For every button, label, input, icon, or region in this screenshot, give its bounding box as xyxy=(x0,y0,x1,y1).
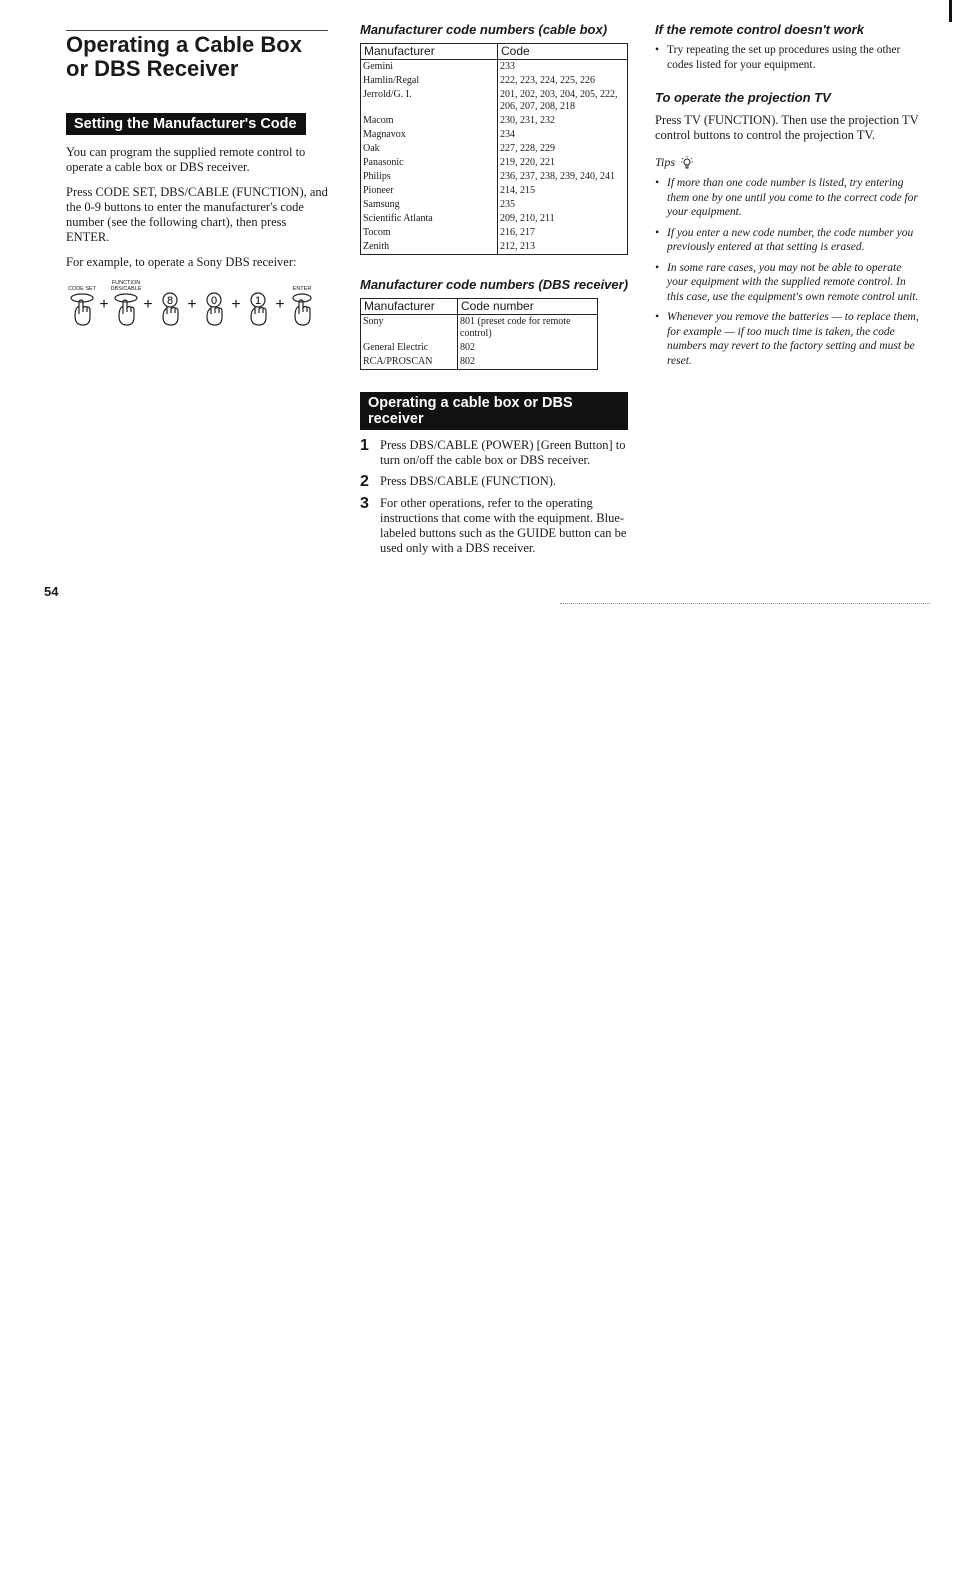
table-row xyxy=(361,60,628,75)
list-item xyxy=(655,226,923,255)
bullet-icon: • xyxy=(655,311,660,323)
plus-sign: + xyxy=(143,296,153,313)
cable-table-heading: Manufacturer code numbers (cable box) xyxy=(360,22,608,37)
table-row xyxy=(361,128,628,142)
code-cell: 201, 202, 203, 204, 205, 222, 206, 207, 208, 218 xyxy=(500,89,618,112)
list-item xyxy=(655,310,923,368)
manufacturer-cell: Magnavox xyxy=(361,128,498,142)
page-edge-mark xyxy=(949,0,952,22)
troubleshoot-list xyxy=(655,43,923,72)
step-list xyxy=(360,438,630,556)
manufacturer-cell: Jerrold/G. I. xyxy=(361,88,498,114)
plus-sign: + xyxy=(231,296,241,313)
step-item xyxy=(360,496,630,556)
code-cell: 235 xyxy=(500,199,515,210)
enter-caption: ENTER xyxy=(292,286,312,292)
code-cell: 233 xyxy=(500,61,515,72)
column-header-manufacturer: Manufacturer xyxy=(361,299,458,315)
table-row xyxy=(361,184,628,198)
table-header-row xyxy=(361,299,598,315)
table-row xyxy=(361,226,628,240)
code-cell: 234 xyxy=(500,129,515,140)
intro-paragraph: You can program the supplied remote control to operate a cable box or DBS receiver. xyxy=(66,145,306,174)
bullet-icon: • xyxy=(655,177,660,189)
code-cell: 209, 210, 211 xyxy=(500,213,555,224)
hand-press-digit-icon xyxy=(201,292,227,328)
table-row xyxy=(361,114,628,128)
code-cell: 216, 217 xyxy=(500,227,535,238)
hand-press-icon xyxy=(69,292,95,328)
example-paragraph: For example, to operate a Sony DBS receiver: xyxy=(66,255,297,269)
code-cell: 802 xyxy=(460,342,475,353)
code-set-caption: CODE SET xyxy=(67,286,97,292)
table-row xyxy=(361,315,598,342)
section-heading-operating: Operating a cable box or DBS receiver xyxy=(360,392,628,430)
list-item xyxy=(655,43,923,72)
digit-1-label: 1 xyxy=(254,295,262,307)
step-item xyxy=(360,438,630,468)
tip-text: If you enter a new code number, the code number you previously entered at that setting is erased. xyxy=(667,226,914,253)
code-set-step xyxy=(66,278,98,328)
code-cell: 219, 220, 221 xyxy=(500,157,555,168)
section-heading-manufacturer-code: Setting the Manufacturer's Code xyxy=(66,113,306,135)
troubleshoot-heading: If the remote control doesn't work xyxy=(655,22,864,37)
step-text: Press DBS/CABLE (POWER) [Green Button] to turn on/off the cable box or DBS receiver. xyxy=(380,438,626,467)
manufacturer-cell: Philips xyxy=(361,170,498,184)
column-middle xyxy=(360,22,630,556)
function-caption xyxy=(111,278,142,292)
column-header-manufacturer: Manufacturer xyxy=(361,44,498,60)
code-cell: 222, 223, 224, 225, 226 xyxy=(500,75,595,86)
table-row xyxy=(361,170,628,184)
table-row xyxy=(361,212,628,226)
digit-0-step xyxy=(198,278,230,328)
column-right xyxy=(655,22,923,374)
projection-text: Press TV (FUNCTION). Then use the projection TV control buttons to control the projection TV. xyxy=(655,113,919,142)
manufacturer-cell: Sony xyxy=(361,315,458,342)
step-text: For other operations, refer to the operating instructions that come with the equipment. Blue-labeled buttons such as the GUIDE button can be used only with a DBS receiver. xyxy=(380,496,627,555)
manufacturer-cell: Gemini xyxy=(361,60,498,75)
list-item xyxy=(655,261,923,305)
tip-text: If more than one code number is listed, try entering them one by one until you come to the correct code for your equipment. xyxy=(667,177,918,218)
table-header-row xyxy=(361,44,628,60)
function-caption-top: FUNCTION xyxy=(111,280,141,286)
page-title: Operating a Cable Box or DBS Receiver xyxy=(66,30,328,81)
cable-table-body xyxy=(361,60,628,255)
manufacturer-cell: Pioneer xyxy=(361,184,498,198)
tips-label: Tips xyxy=(655,155,676,169)
hand-press-icon xyxy=(113,292,139,328)
page-number: 54 xyxy=(44,584,59,599)
tips-label-row xyxy=(655,155,923,170)
projection-heading: To operate the projection TV xyxy=(655,90,831,105)
enter-step xyxy=(286,278,318,328)
code-cell: 214, 215 xyxy=(500,185,535,196)
table-row xyxy=(361,341,598,355)
bullet-icon: • xyxy=(655,261,660,274)
step-number: 3 xyxy=(360,495,369,512)
plus-sign: + xyxy=(187,296,197,313)
troubleshoot-text: Try repeating the set up procedures using the other codes listed for your equipment. xyxy=(667,44,901,71)
table-row xyxy=(361,240,628,255)
column-header-code-number: Code number xyxy=(458,299,598,315)
manufacturer-cell: Tocom xyxy=(361,226,498,240)
manufacturer-cell: Scientific Atlanta xyxy=(361,212,498,226)
code-cell: 227, 228, 229 xyxy=(500,143,555,154)
manufacturer-cell: RCA/PROSCAN xyxy=(361,355,458,370)
digit-0-label: 0 xyxy=(210,295,218,307)
hand-press-icon xyxy=(289,292,315,328)
dbs-table-heading: Manufacturer code numbers (DBS receiver) xyxy=(360,277,629,292)
function-step xyxy=(110,278,142,328)
hand-press-digit-icon xyxy=(245,292,271,328)
manufacturer-cell: Oak xyxy=(361,142,498,156)
digit-8-step xyxy=(154,278,186,328)
function-caption-bottom: DBS/CABLE xyxy=(110,286,142,292)
bullet-icon: • xyxy=(655,44,660,56)
manufacturer-cell: Panasonic xyxy=(361,156,498,170)
list-item xyxy=(655,176,923,220)
button-sequence xyxy=(66,278,328,328)
step-number: 1 xyxy=(360,437,369,454)
bullet-icon: • xyxy=(655,226,660,239)
cable-code-table xyxy=(360,43,628,255)
digit-1-step xyxy=(242,278,274,328)
column-left xyxy=(66,22,328,328)
plus-sign: + xyxy=(275,296,285,313)
manufacturer-cell: Macom xyxy=(361,114,498,128)
table-row xyxy=(361,142,628,156)
code-cell: 802 xyxy=(460,356,475,367)
table-row xyxy=(361,74,628,88)
tips-list xyxy=(655,176,923,368)
manufacturer-cell: General Electric xyxy=(361,341,458,355)
tip-text: In some rare cases, you may not be able to operate your equipment with the supplied remote control. In this case, use the equipment's own remote control unit. xyxy=(667,261,919,303)
step-number: 2 xyxy=(360,473,369,490)
step-item xyxy=(360,474,630,490)
bottom-rule xyxy=(560,603,930,604)
tip-text: Whenever you remove the batteries — to replace them, for example — if too much time is taken, the code numbers may revert to the factory setting and must be reset. xyxy=(667,311,919,367)
digit-8-label: 8 xyxy=(166,295,174,307)
table-row xyxy=(361,198,628,212)
code-cell: 212, 213 xyxy=(500,241,535,252)
manufacturer-cell: Hamlin/Regal xyxy=(361,74,498,88)
dbs-table-body xyxy=(361,315,598,370)
plus-sign: + xyxy=(99,296,109,313)
code-cell: 801 (preset code for remote control) xyxy=(460,316,571,339)
lightbulb-icon xyxy=(681,156,693,170)
hand-press-digit-icon xyxy=(157,292,183,328)
code-cell: 230, 231, 232 xyxy=(500,115,555,126)
table-row xyxy=(361,156,628,170)
code-cell: 236, 237, 238, 239, 240, 241 xyxy=(500,171,615,182)
instruction-paragraph: Press CODE SET, DBS/CABLE (FUNCTION), and the 0-9 buttons to enter the manufacturer's code number (see the following chart), then press ENTER. xyxy=(66,185,328,244)
table-row xyxy=(361,355,598,370)
table-row xyxy=(361,88,628,114)
manufacturer-cell: Samsung xyxy=(361,198,498,212)
step-text: Press DBS/CABLE (FUNCTION). xyxy=(380,474,557,488)
dbs-code-table xyxy=(360,298,598,370)
column-header-code: Code xyxy=(498,44,628,60)
manufacturer-cell: Zenith xyxy=(361,240,498,255)
